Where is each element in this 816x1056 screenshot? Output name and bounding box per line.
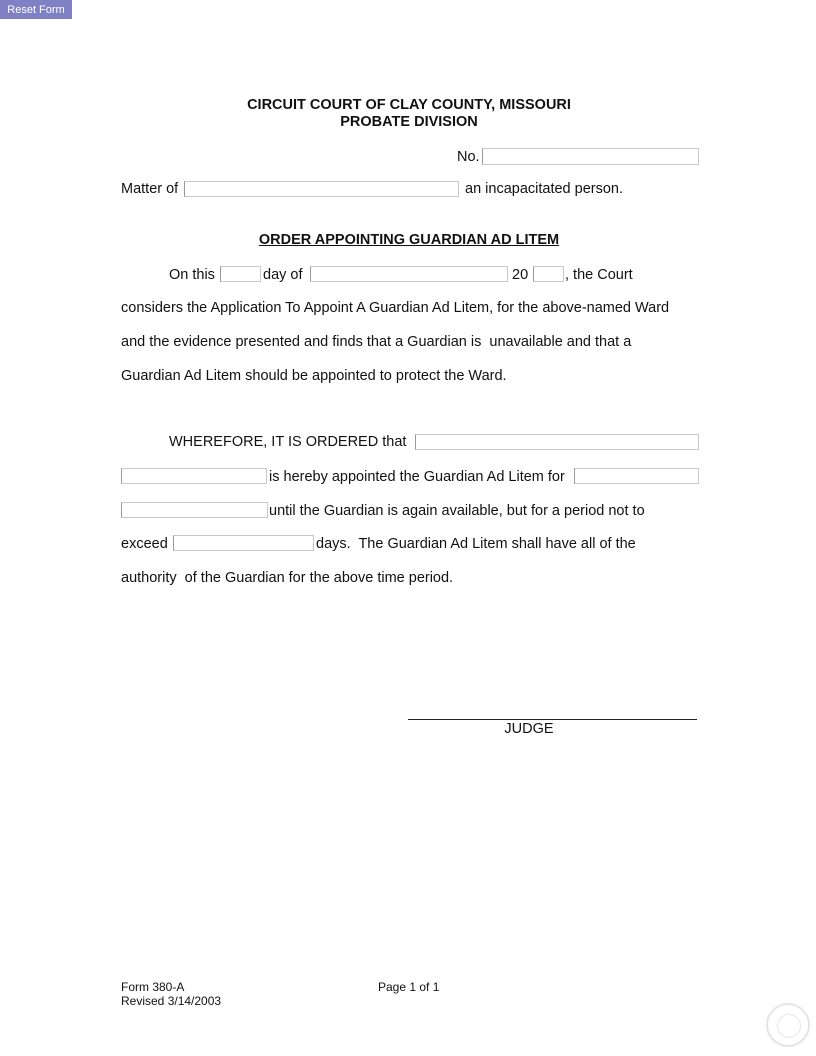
- day-of-text: day of: [263, 267, 303, 283]
- on-this-text: On this: [169, 267, 215, 283]
- wherefore-text: WHEREFORE, IT IS ORDERED that: [169, 434, 407, 450]
- ward-name-field-1[interactable]: [574, 468, 699, 484]
- ward-name-field-2[interactable]: [121, 502, 268, 518]
- year-field[interactable]: [533, 266, 564, 282]
- body-line-4: Guardian Ad Litem should be appointed to protect the Ward.: [121, 368, 507, 384]
- authority-text: authority of the Guardian for the above time period.: [121, 570, 454, 586]
- revised-date: Revised 3/14/2003: [121, 994, 222, 1008]
- matter-of-field[interactable]: [184, 181, 459, 197]
- days-field[interactable]: [173, 535, 314, 551]
- body-line-3: and the evidence presented and finds that a Guardian is unavailable and that a: [121, 334, 632, 350]
- year-prefix-text: 20: [512, 267, 529, 283]
- appointed-text: is hereby appointed the Guardian Ad Litem for: [269, 469, 565, 485]
- case-number-field[interactable]: [482, 148, 699, 165]
- case-number-label: No.: [457, 149, 480, 165]
- signature-line: [408, 719, 697, 720]
- judge-label: JUDGE: [504, 721, 554, 737]
- matter-of-label: Matter of: [121, 181, 179, 197]
- incapacitated-person-text: an incapacitated person.: [465, 181, 623, 197]
- body-line-2: considers the Application To Appoint A Guardian Ad Litem, for the above-named Ward: [121, 300, 670, 316]
- order-title: ORDER APPOINTING GUARDIAN AD LITEM: [258, 232, 560, 248]
- form-number: Form 380-A: [121, 980, 185, 994]
- guardian-name-field-1[interactable]: [415, 434, 699, 450]
- reset-form-button[interactable]: Reset Form: [0, 0, 72, 19]
- division-name: PROBATE DIVISION: [340, 114, 478, 130]
- day-field[interactable]: [220, 266, 261, 282]
- the-court-text: , the Court: [565, 267, 633, 283]
- exceed-text: exceed: [121, 536, 168, 552]
- days-text: days. The Guardian Ad Litem shall have all of the: [316, 536, 636, 552]
- until-text: until the Guardian is again available, but for a period not to: [269, 503, 645, 519]
- court-name: CIRCUIT COURT OF CLAY COUNTY, MISSOURI: [247, 97, 571, 113]
- guardian-name-field-2[interactable]: [121, 468, 267, 484]
- page-number: Page 1 of 1: [378, 980, 440, 994]
- court-seal-icon: [766, 1003, 810, 1047]
- month-field[interactable]: [310, 266, 508, 282]
